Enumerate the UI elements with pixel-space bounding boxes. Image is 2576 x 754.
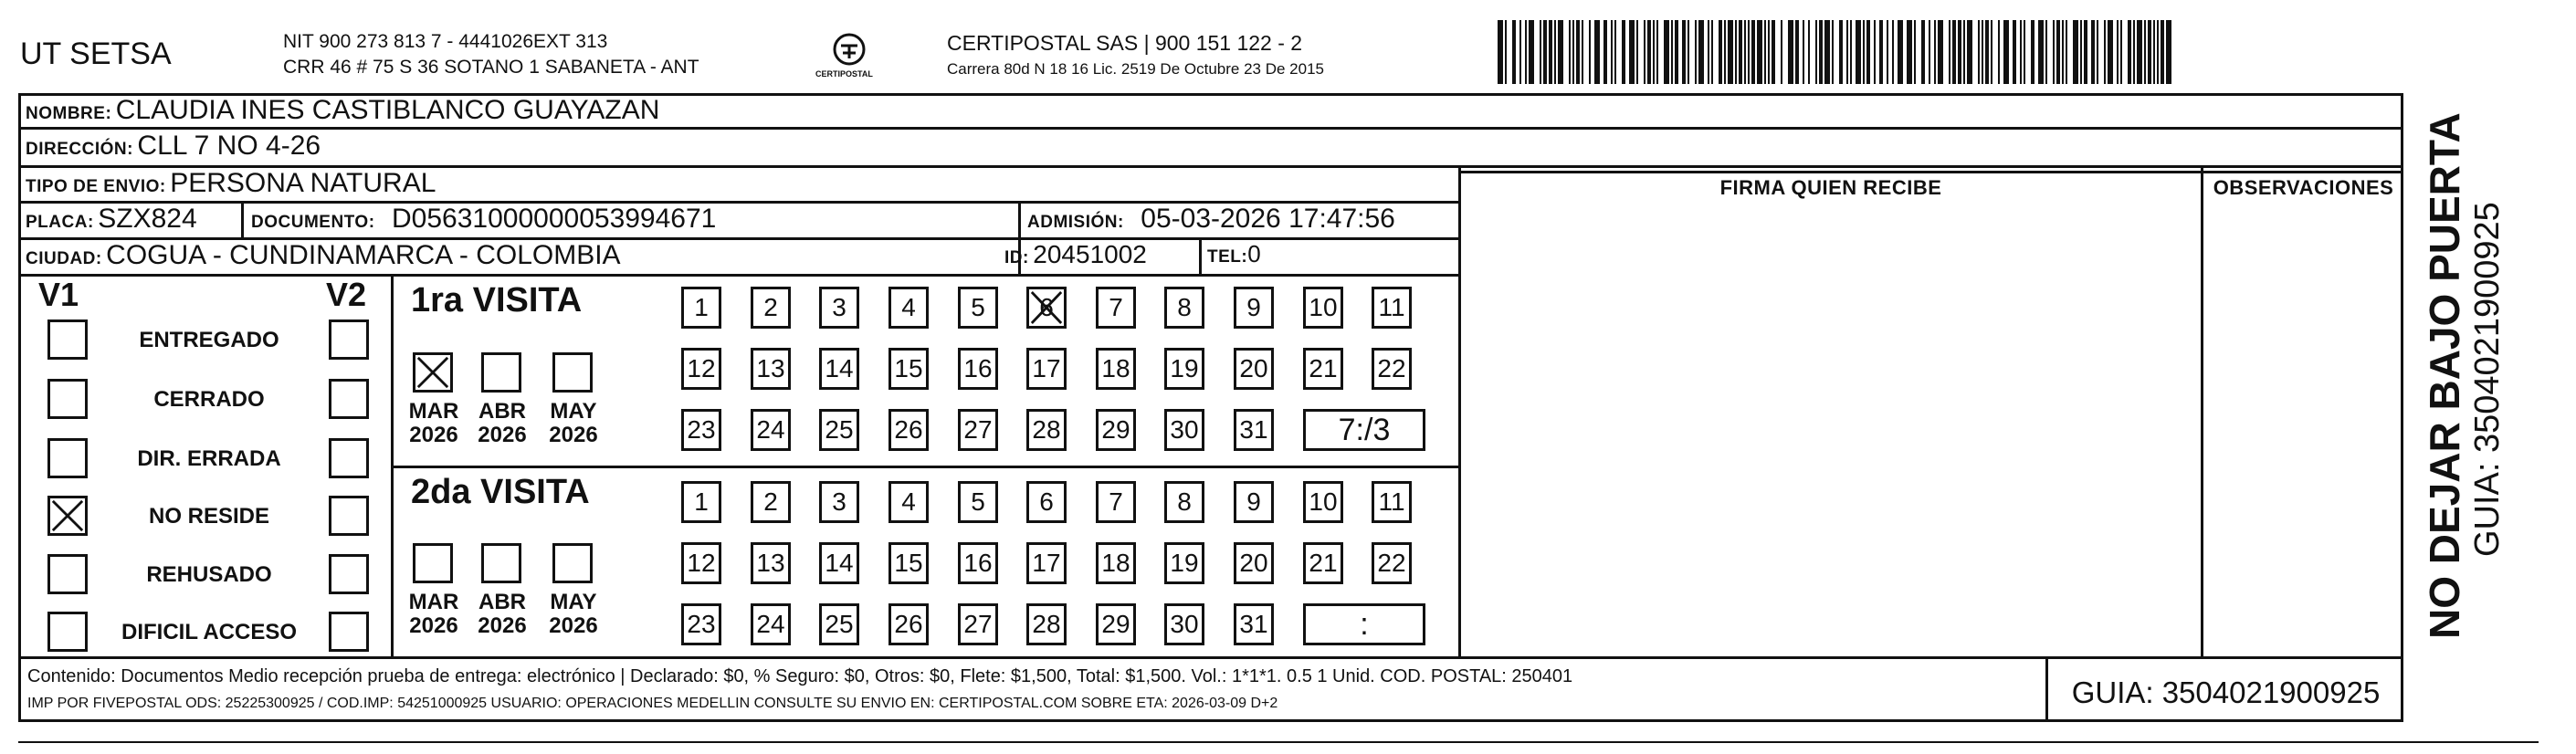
visit1-day-box[interactable]: 12 — [681, 348, 721, 390]
visit1-day-box[interactable]: 31 — [1234, 409, 1274, 451]
visit2-day-box[interactable]: 9 — [1234, 481, 1274, 523]
admision-field — [1027, 204, 1395, 235]
visit2-day-box[interactable]: 22 — [1372, 542, 1412, 584]
visit2-day-box[interactable]: 15 — [888, 542, 929, 584]
ciudad-label: CIUDAD: — [26, 249, 102, 268]
ciudad-field — [26, 240, 621, 271]
visit2-day-box[interactable]: 25 — [819, 603, 859, 645]
visit2-day-box[interactable]: 16 — [958, 542, 998, 584]
visit1-month-checkbox[interactable] — [481, 352, 521, 393]
visit2-day-box[interactable]: 8 — [1164, 481, 1204, 523]
tel-label: TEL: — [1207, 247, 1248, 267]
tel-field — [1207, 240, 1261, 268]
status-option-label: DIFICIL ACCESO — [121, 620, 297, 644]
visit1-day-box[interactable]: 25 — [819, 409, 859, 451]
visit1-day-box[interactable]: 23 — [681, 409, 721, 451]
visit1-title: 1ra VISITA — [411, 281, 583, 319]
visit1-day-box[interactable]: 16 — [958, 348, 998, 390]
visit2-day-box[interactable]: 13 — [751, 542, 791, 584]
firma-label: FIRMA QUIEN RECIBE — [1719, 176, 1942, 199]
visit1-day-box[interactable]: 19 — [1164, 348, 1204, 390]
v2-checkbox[interactable] — [329, 612, 369, 652]
v2-checkbox[interactable] — [329, 554, 369, 594]
visit2-time-field[interactable]: : — [1303, 603, 1425, 645]
month-name: ABR — [478, 399, 526, 424]
visit2-day-box[interactable]: 29 — [1096, 603, 1136, 645]
tipo-envio-value: PERSONA NATURAL — [170, 168, 436, 198]
visit2-day-box[interactable]: 30 — [1164, 603, 1204, 645]
observaciones-area[interactable] — [2203, 203, 2402, 655]
visit1-day-box[interactable]: 4 — [888, 287, 929, 329]
v1-checkbox[interactable] — [47, 379, 88, 419]
carrier-detail: Carrera 80d N 18 16 Lic. 2519 De Octubre 23 De 2015 — [947, 60, 1324, 78]
visit2-day-box[interactable]: 17 — [1026, 542, 1067, 584]
placa-label: PLACA: — [26, 213, 94, 232]
id-field — [1004, 240, 1147, 269]
month-year: 2026 — [478, 613, 527, 638]
month-year: 2026 — [409, 423, 458, 447]
direccion-row — [26, 131, 321, 162]
tel-value: 0 — [1247, 240, 1261, 267]
admision-label: ADMISIÓN: — [1027, 213, 1124, 232]
status-option-label: CERRADO — [153, 387, 265, 412]
visit1-month-label — [402, 400, 466, 447]
month-year: 2026 — [478, 423, 527, 447]
nombre-value: CLAUDIA INES CASTIBLANCO GUAYAZAN — [115, 95, 660, 125]
visit1-day-box[interactable]: 7 — [1096, 287, 1136, 329]
v2-label: V2 — [326, 276, 367, 313]
visit2-day-box[interactable]: 28 — [1026, 603, 1067, 645]
nombre-row — [26, 95, 659, 126]
contenido-line: Contenido: Documentos Medio recepción prueba de entrega: electrónico | Declarado: $0, % Seguro: $0, Otros: $0, Flete: $1,500, Total: $1,500. Vol.: 1*1*1. 0.5 1 Unid. COD. POSTAL: 250401 — [27, 666, 1573, 686]
visit2-month-checkbox[interactable] — [413, 543, 453, 583]
side-warning: NO DEJAR BAJO PUERTA — [2421, 112, 2468, 639]
visit1-day-box[interactable]: 10 — [1303, 287, 1343, 329]
visit1-day-box[interactable]: 13 — [751, 348, 791, 390]
visit2-day-box[interactable]: 1 — [681, 481, 721, 523]
visit2-day-box[interactable]: 12 — [681, 542, 721, 584]
visit1-day-box[interactable]: 17 — [1026, 348, 1067, 390]
visit2-day-box[interactable]: 6 — [1026, 481, 1067, 523]
placa-field — [26, 204, 197, 235]
v2-checkbox[interactable] — [329, 379, 369, 419]
visit1-day-box[interactable]: 29 — [1096, 409, 1136, 451]
visit1-month-label — [541, 400, 605, 447]
company-name: UT SETSA — [20, 37, 172, 71]
visit2-day-box[interactable]: 4 — [888, 481, 929, 523]
visit2-day-box[interactable]: 11 — [1372, 481, 1412, 523]
v1-checkbox[interactable] — [47, 438, 88, 478]
visit2-day-box[interactable]: 23 — [681, 603, 721, 645]
v1-checkbox[interactable] — [47, 554, 88, 594]
v1-checkbox[interactable] — [47, 612, 88, 652]
month-year: 2026 — [409, 613, 458, 638]
address-line: CRR 46 # 75 S 36 SOTANO 1 SABANETA - ANT — [283, 57, 699, 78]
visit1-day-box[interactable]: 1 — [681, 287, 721, 329]
id-label: ID: — [1004, 248, 1029, 267]
month-name: MAR — [408, 399, 459, 424]
carrier-line: CERTIPOSTAL SAS | 900 151 122 - 2 — [947, 31, 1303, 55]
visit1-day-box[interactable]: 8 — [1164, 287, 1204, 329]
visit2-month-label — [402, 591, 466, 638]
visit1-day-box[interactable]: 5 — [958, 287, 998, 329]
direccion-value: CLL 7 NO 4-26 — [137, 131, 321, 161]
placa-value: SZX824 — [98, 204, 197, 234]
tipo-envio-label: TIPO DE ENVIO: — [26, 177, 166, 196]
visit1-day-box[interactable]: 28 — [1026, 409, 1067, 451]
imp-line: IMP POR FIVEPOSTAL ODS: 25225300925 / COD.IMP: 54251000925 USUARIO: OPERACIONES MEDELLIN CONSULTE SU ENVIO EN: CERTIPOSTAL.COM SOBRE ETA: 2026-03-09 D+2 — [27, 696, 1278, 711]
visit1-month-label — [470, 400, 534, 447]
visit1-month-checkbox[interactable] — [413, 352, 453, 393]
month-year: 2026 — [549, 613, 598, 638]
v1-label: V1 — [38, 276, 79, 313]
admision-value: 05-03-2026 17:47:56 — [1141, 204, 1395, 234]
visit1-day-box[interactable]: 14 — [819, 348, 859, 390]
visit2-day-box[interactable]: 5 — [958, 481, 998, 523]
month-year: 2026 — [549, 423, 598, 447]
v1-checkbox[interactable] — [47, 319, 88, 360]
visit2-day-box[interactable]: 18 — [1096, 542, 1136, 584]
visit2-day-box[interactable]: 21 — [1303, 542, 1343, 584]
visit1-day-box[interactable]: 30 — [1164, 409, 1204, 451]
nombre-label: NOMBRE: — [26, 104, 112, 123]
month-name: MAY — [550, 399, 597, 424]
visit2-month-checkbox[interactable] — [552, 543, 593, 583]
firma-area[interactable] — [1461, 203, 2199, 655]
visit1-day-box[interactable]: 9 — [1234, 287, 1274, 329]
visit1-month-checkbox[interactable] — [552, 352, 593, 393]
visit2-title: 2da VISITA — [411, 473, 590, 511]
visit1-day-box[interactable]: 26 — [888, 409, 929, 451]
visit1-day-box[interactable]: 11 — [1372, 287, 1412, 329]
logo-caption: CERTIPOSTAL — [815, 69, 873, 79]
visit2-day-box[interactable]: 3 — [819, 481, 859, 523]
visit2-day-box[interactable]: 19 — [1164, 542, 1204, 584]
visit2-day-box[interactable]: 27 — [958, 603, 998, 645]
visit2-day-box[interactable]: 14 — [819, 542, 859, 584]
v2-checkbox[interactable] — [329, 496, 369, 536]
visit1-day-box[interactable]: 3 — [819, 287, 859, 329]
direccion-label: DIRECCIÓN: — [26, 140, 133, 159]
side-guia: GUIA: 3504021900925 — [2468, 202, 2507, 557]
month-name: MAY — [550, 590, 597, 614]
visit1-day-box[interactable]: 21 — [1303, 348, 1343, 390]
visit2-month-checkbox[interactable] — [481, 543, 521, 583]
v2-checkbox[interactable] — [329, 319, 369, 360]
visit2-month-label — [541, 591, 605, 638]
visit1-day-box[interactable]: 15 — [888, 348, 929, 390]
visit2-day-box[interactable]: 24 — [751, 603, 791, 645]
visit1-day-box[interactable]: 18 — [1096, 348, 1136, 390]
visit2-day-box[interactable]: 20 — [1234, 542, 1274, 584]
documento-label: DOCUMENTO: — [251, 213, 375, 232]
status-option-label: REHUSADO — [146, 562, 272, 587]
month-name: MAR — [408, 590, 459, 614]
visit2-day-box[interactable]: 31 — [1234, 603, 1274, 645]
visit1-day-box[interactable]: 22 — [1372, 348, 1412, 390]
visit2-day-box[interactable]: 2 — [751, 481, 791, 523]
visit1-day-box[interactable]: 27 — [958, 409, 998, 451]
observaciones-label: OBSERVACIONES — [2213, 176, 2394, 199]
visit2-day-box[interactable]: 7 — [1096, 481, 1136, 523]
barcode — [1498, 20, 2178, 84]
v2-checkbox[interactable] — [329, 438, 369, 478]
visit2-day-box[interactable]: 26 — [888, 603, 929, 645]
month-name: ABR — [478, 590, 526, 614]
day-number: 6 — [1039, 293, 1054, 321]
status-option-label: DIR. ERRADA — [137, 446, 281, 471]
visit2-day-box[interactable]: 10 — [1303, 481, 1343, 523]
ciudad-value: COGUA - CUNDINAMARCA - COLOMBIA — [106, 240, 621, 270]
nit-line: NIT 900 273 813 7 - 4441026EXT 313 — [283, 31, 608, 52]
visit1-day-box[interactable]: 20 — [1234, 348, 1274, 390]
documento-field — [251, 204, 716, 235]
documento-value: D05631000000053994671 — [392, 204, 717, 234]
status-option-label: ENTREGADO — [139, 328, 279, 352]
status-option-label: NO RESIDE — [148, 504, 270, 529]
id-value: 20451002 — [1033, 240, 1147, 268]
visit1-time-field[interactable]: 7:/3 — [1303, 409, 1425, 451]
tipo-envio-row — [26, 168, 436, 199]
visit1-day-box[interactable]: 2 — [751, 287, 791, 329]
v1-checkbox[interactable] — [47, 496, 88, 536]
visit2-month-label — [470, 591, 534, 638]
visit1-day-box[interactable] — [1026, 287, 1067, 329]
visit1-day-box[interactable]: 24 — [751, 409, 791, 451]
footer-guia: GUIA: 3504021900925 — [2071, 675, 2381, 709]
